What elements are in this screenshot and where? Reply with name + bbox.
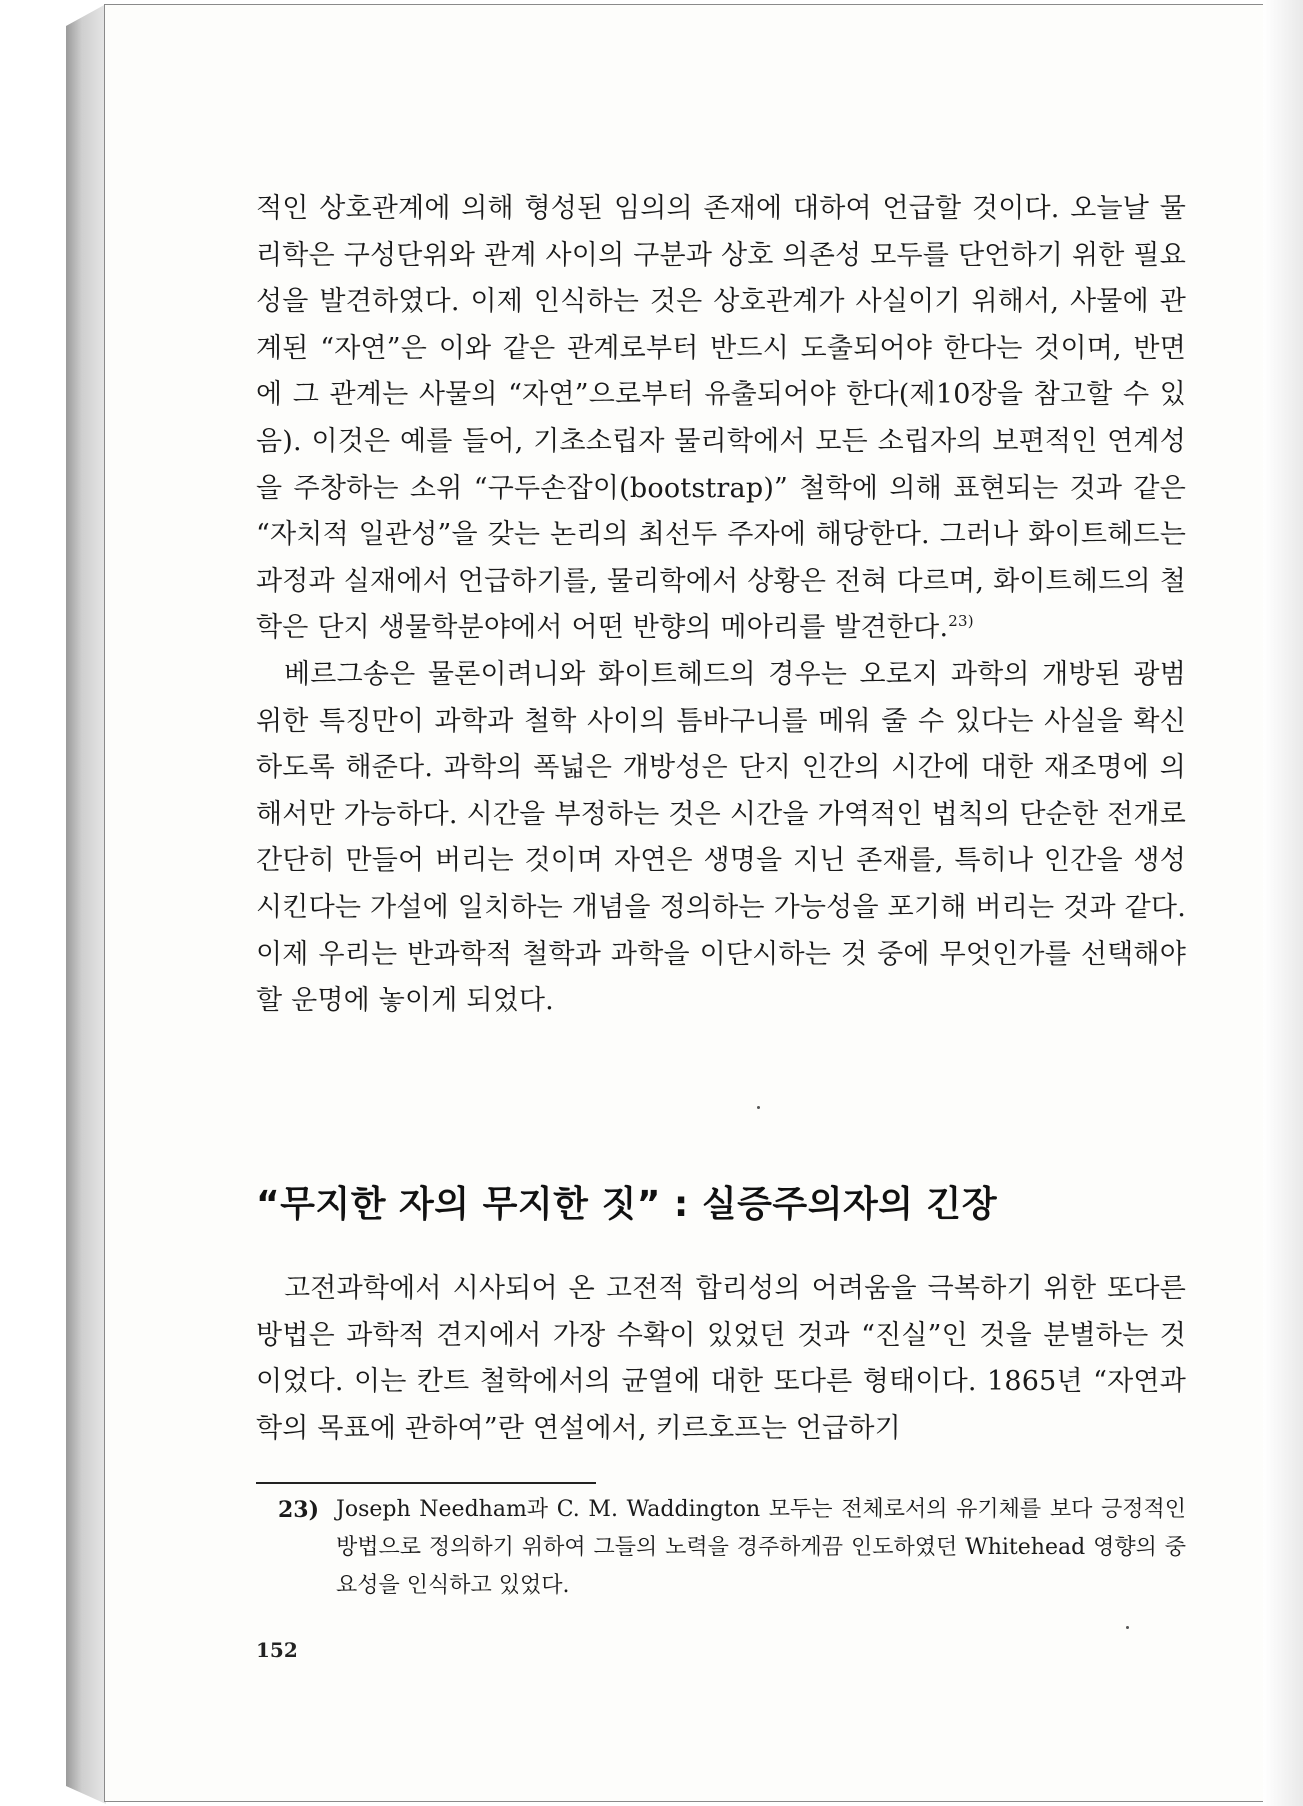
book-spine — [66, 4, 106, 1804]
body-paragraph-1 — [256, 186, 1186, 652]
section-paragraph: 고전과학에서 시사되어 온 고전적 합리성의 어려움을 극복하기 위한 또다른 방법은 과학적 견지에서 가장 수확이 있었던 것과 “진실”인 것을 분별하는 것이었다. 이는 칸트 철학에서의 균열에 대한 또다른 형태이다. 1865년 “자연과학의 목표에 관하여”란 연설에서, 키르호프는 언급하기 — [256, 1273, 1186, 1444]
body-paragraph-1-text: 적인 상호관계에 의해 형성된 임의의 존재에 대하여 언급할 것이다. 오늘날 물리학은 구성단위와 관계 사이의 구분과 상호 의존성 모두를 단언하기 위한 필요성을 발견하였다. 이제 인식하는 것은 상호관계가 사실이기 위해서, 사물에 관계된 “자연”은 이와 같은 관계로부터 반드시 도출되어야 한다는 것이며, 반면에 그 관계는 사물의 “자연”으로부터 유출되어야 한다(제10장을 참고할 수 있음). 이것은 예를 들어, 기초소립자 물리학에서 모든 소립자의 보편적인 연계성을 주창하는 소위 “구두손잡이(bootstrap)” 철학에 의해 표현되는 것과 같은 “자치적 일관성”을 갖는 논리의 최선두 주자에 해당한다. 그러나 화이트헤드는 과정과 실재에서 언급하기를, 물리학에서 상황은 전혀 다르며, 화이트헤드의 철학은 단지 생물학분야에서 어떤 반향의 메아리를 발견한다. — [256, 193, 1186, 644]
body-text — [256, 186, 1186, 1025]
scan-speck — [1126, 1626, 1129, 1629]
footnote-number: 23) — [278, 1497, 320, 1523]
footnote-divider — [256, 1482, 596, 1484]
footnote-reference: 23) — [948, 612, 974, 631]
footnote-text: Joseph Needham과 C. M. Waddington 모두는 전체로서의 유기체를 보다 긍정적인 방법으로 정의하기 위하여 그들의 노력을 경주하게끔 인도하였던 Whitehead 영향의 중요성을 인식하고 있었다. — [336, 1497, 1186, 1598]
scan-speck — [757, 1106, 760, 1109]
page-number: 152 — [256, 1638, 298, 1662]
section-body — [256, 1266, 1186, 1452]
footnote — [278, 1491, 1186, 1605]
page-edge-shadow — [1263, 0, 1303, 1806]
body-paragraph-2: 베르그송은 물론이려니와 화이트헤드의 경우는 오로지 과학의 개방된 광범위한 특징만이 과학과 철학 사이의 틈바구니를 메워 줄 수 있다는 사실을 확신하도록 해준다. 과학의 폭넓은 개방성은 단지 인간의 시간에 대한 재조명에 의해서만 가능하다. 시간을 부정하는 것은 시간을 가역적인 법칙의 단순한 전개로 간단히 만들어 버리는 것이며 자연은 생명을 지닌 존재를, 특히나 인간을 생성시킨다는 가설에 일치하는 개념을 정의하는 가능성을 포기해 버리는 것과 같다. 이제 우리는 반과학적 철학과 과학을 이단시하는 것 중에 무엇인가를 선택해야 할 운명에 놓이게 되었다. — [256, 658, 1186, 1017]
section-heading: “무지한 자의 무지한 짓” : 실증주의자의 긴장 — [256, 1184, 998, 1225]
page-content — [256, 186, 1186, 1662]
